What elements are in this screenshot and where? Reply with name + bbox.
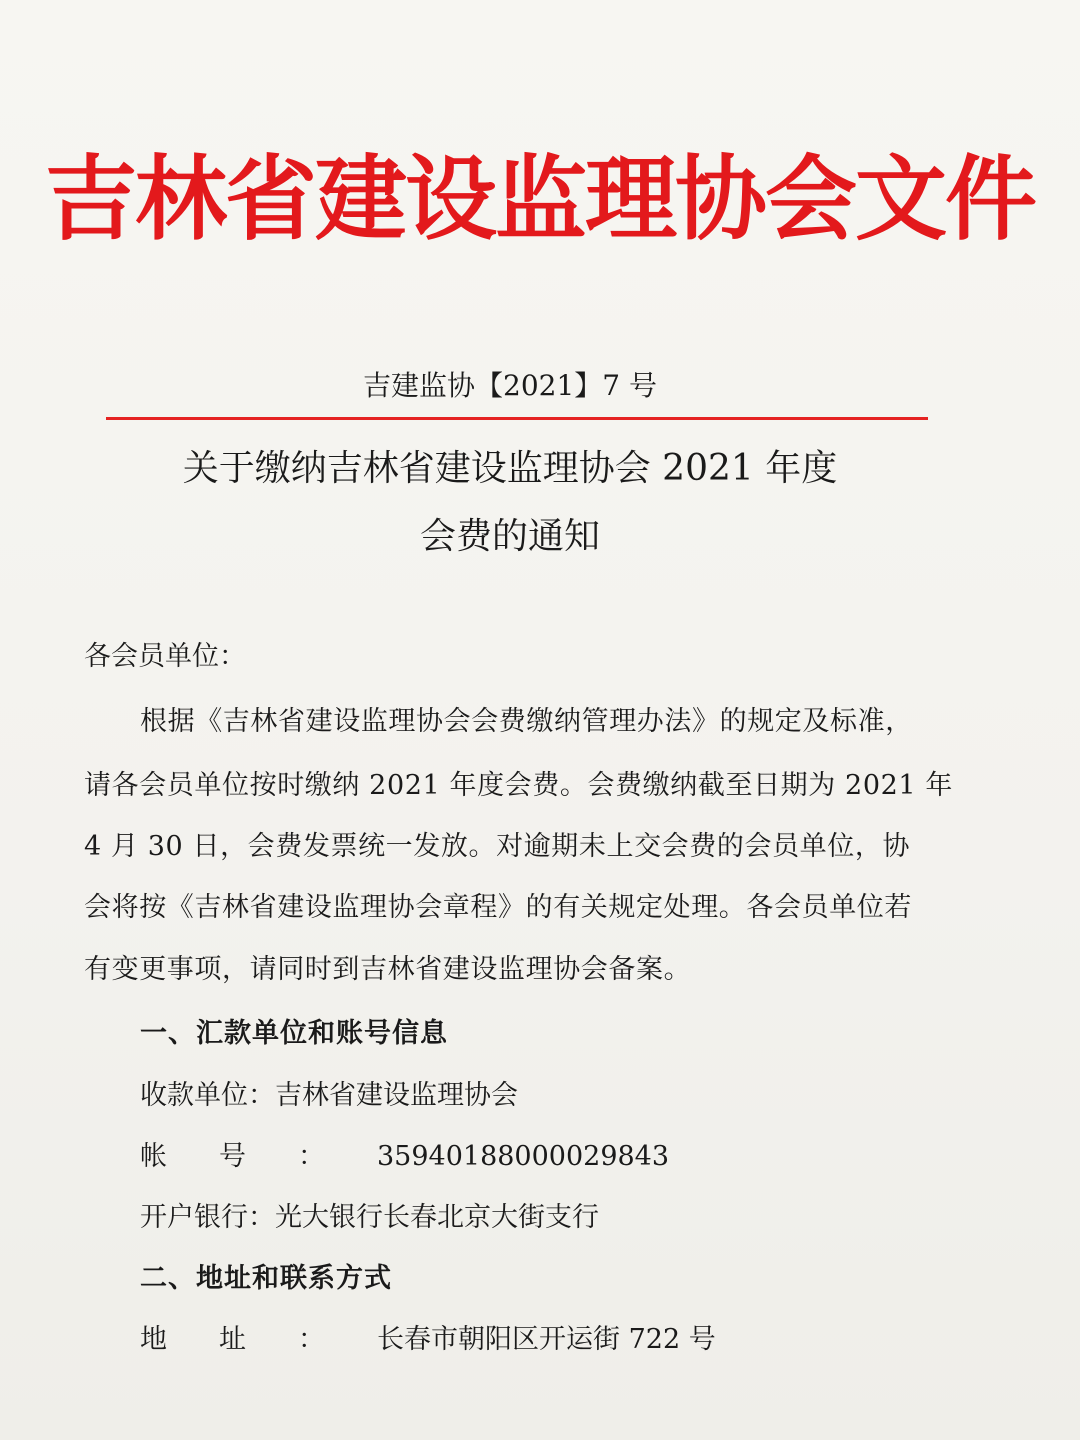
- red-divider-line: [106, 417, 928, 420]
- payee-line: 收款单位：吉林省建设监理协会: [140, 1080, 518, 1111]
- notice-title-line-2: 会费的通知: [419, 516, 600, 557]
- paragraph-line: 会将按《吉林省建设监理协会章程》的有关规定处理。各会员单位若: [84, 892, 912, 923]
- notice-title-line-1: 关于缴纳吉林省建设监理协会 2021 年度: [182, 448, 838, 489]
- paragraph-line: 根据《吉林省建设监理协会会费缴纳管理办法》的规定及标准，: [140, 706, 913, 737]
- address-label: 地址：: [140, 1324, 377, 1355]
- paragraph-line: 有变更事项，请同时到吉林省建设监理协会备案。: [84, 954, 692, 985]
- document-number: 吉建监协【2021】7 号: [363, 369, 657, 402]
- section-heading-address: 二、地址和联系方式: [140, 1263, 392, 1294]
- paragraph-line: 4 月 30 日，会费发票统一发放。对逾期未上交会费的会员单位，协: [84, 831, 911, 862]
- address-line: [140, 1320, 716, 1360]
- red-header-title: 吉林省建设监理协会文件: [44, 146, 1035, 253]
- account-label: 帐号：: [140, 1141, 377, 1172]
- section-heading-remittance: 一、汇款单位和账号信息: [140, 1018, 448, 1049]
- address-value: 长春市朝阳区开运街 722 号: [377, 1324, 716, 1355]
- account-line: [140, 1137, 669, 1177]
- paragraph-line: 请各会员单位按时缴纳 2021 年度会费。会费缴纳截至日期为 2021 年: [84, 770, 953, 801]
- bank-line: 开户银行：光大银行长春北京大街支行: [140, 1202, 599, 1233]
- account-number: 35940188000029843: [377, 1141, 670, 1172]
- salutation: 各会员单位：: [84, 641, 246, 672]
